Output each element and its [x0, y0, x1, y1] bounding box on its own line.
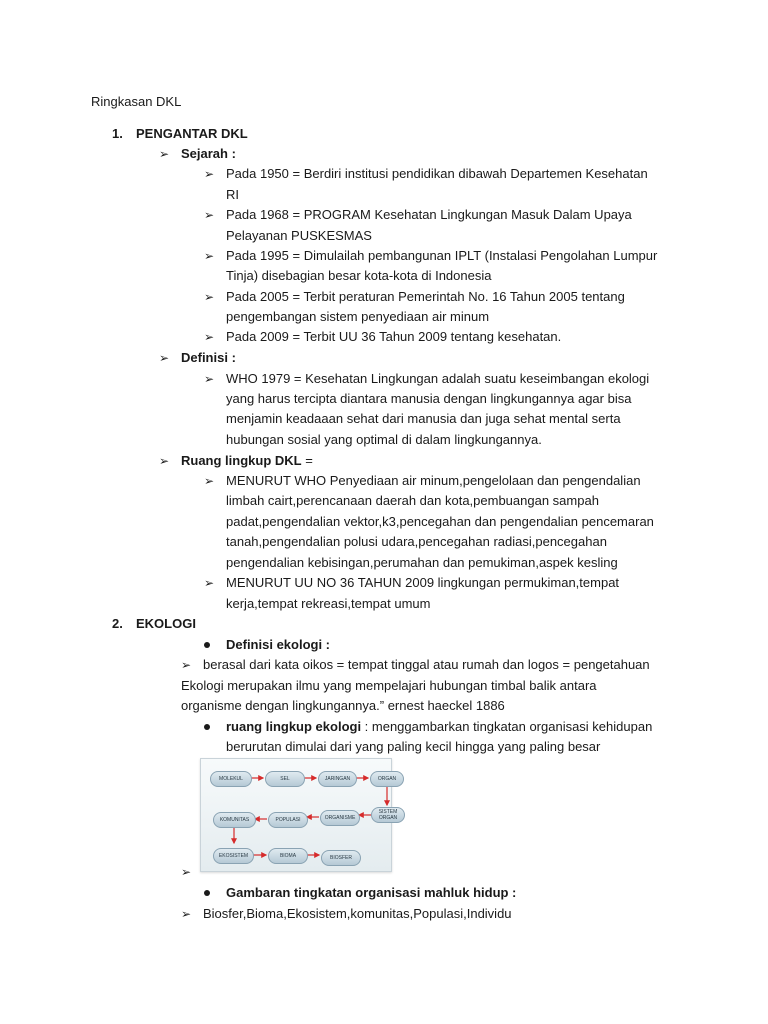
- list-item: Pada 1995 = Dimulailah pembangunan IPLT (Instalasi Pengolahan Lumpur: [226, 248, 658, 263]
- scope-line: MENURUT UU NO 36 TAHUN 2009 lingkungan permukiman,tempat: [226, 575, 620, 590]
- node-populasi: POPULASI: [268, 812, 308, 828]
- scope-ekologi-line2: berurutan dimulai dari yang paling kecil hingga yang paling besar: [226, 739, 601, 754]
- node-molekul: MOLEKUL: [210, 771, 252, 787]
- definition-line: menjamin keadaaan sehat dari manusia dan juga sehat mental serta: [226, 411, 621, 426]
- subheading-definisi: Definisi :: [181, 350, 236, 365]
- arrow-bullet-icon: ➢: [159, 351, 170, 365]
- arrow-bullet-icon: ➢: [204, 474, 215, 488]
- arrow-bullet-icon: ➢: [159, 454, 170, 468]
- gambaran-list: Biosfer,Bioma,Ekosistem,komunitas,Populasi,Individu: [203, 906, 512, 921]
- organization-levels-diagram: [200, 758, 398, 872]
- arrow-bullet-icon: ➢: [181, 658, 192, 672]
- section-title: PENGANTAR DKL: [136, 126, 248, 141]
- paragraph-line: berasal dari kata oikos = tempat tinggal atau rumah dan logos = pengetahuan: [203, 657, 650, 672]
- list-item-cont: pengembangan sistem penyediaan air minum: [226, 309, 490, 324]
- node-organisme: ORGANISME: [320, 810, 360, 826]
- list-item: Pada 1950 = Berdiri institusi pendidikan dibawah Departemen Kesehatan: [226, 166, 648, 181]
- list-item-cont: Tinja) disebagian besar kota-kota di Indonesia: [226, 268, 492, 283]
- arrow-bullet-icon: ➢: [204, 576, 215, 590]
- arrow-bullet-icon: ➢: [204, 249, 215, 263]
- subheading-ruang-text: Ruang lingkup DKL: [181, 453, 302, 468]
- subheading-definisi-ekologi: Definisi ekologi :: [226, 637, 331, 652]
- list-item-cont: RI: [226, 187, 239, 202]
- arrow-bullet-icon: ➢: [181, 865, 192, 879]
- definition-line: WHO 1979 = Kesehatan Lingkungan adalah suatu keseimbangan ekologi: [226, 371, 650, 386]
- arrow-bullet-icon: ➢: [204, 167, 215, 181]
- arrow-bullet-icon: ➢: [204, 208, 215, 222]
- node-sistem-organ: [371, 807, 405, 823]
- document-title: Ringkasan DKL: [91, 94, 182, 109]
- arrow-bullet-icon: ➢: [204, 290, 215, 304]
- node-jaringan: JARINGAN: [318, 771, 357, 787]
- list-item: Pada 2009 = Terbit UU 36 Tahun 2009 tentang kesehatan.: [226, 329, 562, 344]
- scope-line: padat,pengendalian vektor,k3,pencegahan dan pengendalian pencemaran: [226, 514, 654, 529]
- subheading-gambaran: Gambaran tingkatan organisasi mahluk hidup :: [226, 885, 517, 900]
- subheading-ruang-lingkup: [181, 451, 313, 471]
- paragraph-line: organisme dengan lingkungannya.” ernest haeckel 1886: [181, 698, 505, 713]
- scope-ekologi-heading: ruang lingkup ekologi: [226, 719, 362, 734]
- list-item-cont: Pelayanan PUSKESMAS: [226, 228, 372, 243]
- section-number: 2.: [112, 616, 123, 631]
- node-organ: ORGAN: [370, 771, 404, 787]
- node-komunitas: KOMUNITAS: [213, 812, 256, 828]
- paragraph-line: Ekologi merupakan ilmu yang mempelajari hubungan timbal balik antara: [181, 678, 597, 693]
- scope-line: tanah,pengendalian polusi udara,pencegahan radiasi,pencegahan: [226, 534, 607, 549]
- arrow-bullet-icon: ➢: [159, 147, 170, 161]
- bullet-dot-icon: [204, 642, 210, 648]
- arrow-bullet-icon: ➢: [181, 907, 192, 921]
- scope-line: limbah cairt,perencanaan daerah dan kota,pembuangan sampah: [226, 493, 599, 508]
- node-organ-label: ORGAN: [378, 815, 398, 821]
- bullet-dot-icon: [204, 890, 210, 896]
- node-ekosistem: EKOSISTEM: [213, 848, 254, 864]
- node-sistem-label: SISTEM: [378, 809, 398, 815]
- arrow-bullet-icon: ➢: [204, 372, 215, 386]
- scope-line: MENURUT WHO Penyediaan air minum,pengelolaan dan pengendalian: [226, 473, 641, 488]
- node-biosfer: BIOSFER: [321, 850, 361, 866]
- arrow-bullet-icon: ➢: [204, 330, 215, 344]
- scope-line: kerja,tempat rekreasi,tempat umum: [226, 596, 431, 611]
- node-sel: SEL: [265, 771, 305, 787]
- subheading-sejarah: Sejarah :: [181, 146, 236, 161]
- scope-ekologi-line: [226, 717, 652, 737]
- section-number: 1.: [112, 126, 123, 141]
- section-title: EKOLOGI: [136, 616, 196, 631]
- list-item: Pada 1968 = PROGRAM Kesehatan Lingkungan Masuk Dalam Upaya: [226, 207, 632, 222]
- scope-line: pengendalian kebisingan,perumahan dan pemukiman,aspek kesling: [226, 555, 618, 570]
- bullet-dot-icon: [204, 724, 210, 730]
- subheading-ruang-suffix: =: [301, 453, 313, 468]
- definition-line: hubungan sosial yang optimal di dalam lingkungannya.: [226, 432, 542, 447]
- scope-ekologi-text: : menggambarkan tingkatan organisasi kehidupan: [361, 719, 653, 734]
- node-bioma: BIOMA: [268, 848, 308, 864]
- definition-line: yang harus tercipta diantara manusia dengan lingkungannya agar bisa: [226, 391, 632, 406]
- list-item: Pada 2005 = Terbit peraturan Pemerintah No. 16 Tahun 2005 tentang: [226, 289, 625, 304]
